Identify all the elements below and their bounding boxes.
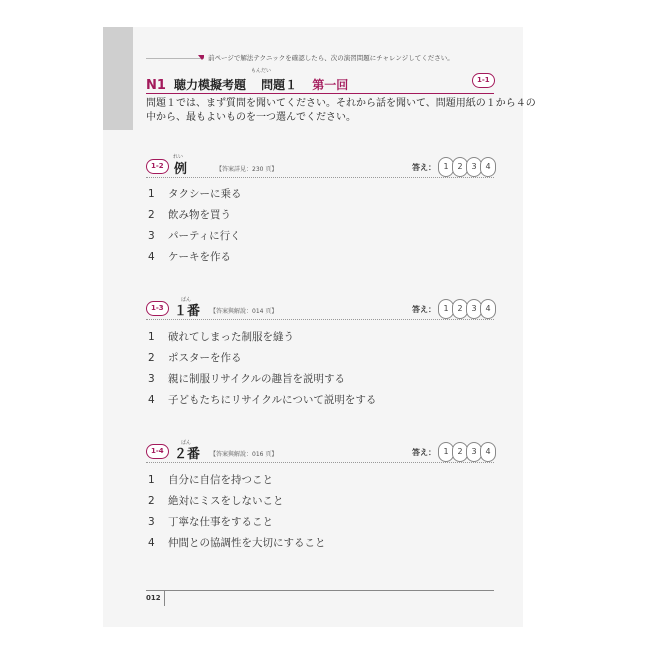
page-title — [146, 74, 494, 92]
audio-track-badge[interactable]: 1-2 — [146, 159, 169, 174]
answer-choice-2[interactable]: 2 — [452, 157, 468, 177]
answer-choice-1[interactable]: 1 — [438, 442, 454, 462]
option-number: 1 — [148, 188, 155, 200]
option-text: 絶対にミスをしないこと — [168, 495, 284, 507]
option-item — [148, 249, 231, 264]
question-label: １番 — [174, 304, 201, 319]
option-text: 仲間との協調性を大切にすること — [168, 537, 326, 549]
answer-label: 答え： — [412, 305, 436, 314]
answer-choice-1[interactable]: 1 — [438, 157, 454, 177]
title-underline — [146, 93, 494, 94]
option-number: 3 — [148, 516, 155, 528]
option-item — [148, 228, 241, 243]
label-furigana: ばん — [181, 440, 192, 446]
answer-label: 答え： — [412, 163, 436, 172]
answer-reference: 【答案詳見：230 頁】 — [216, 166, 278, 173]
option-number: 2 — [148, 495, 155, 507]
answer-choice-4[interactable]: 4 — [480, 442, 496, 462]
option-text: 親に制服リサイクルの趣旨を説明する — [168, 373, 346, 385]
option-number: 2 — [148, 209, 155, 221]
option-number: 1 — [148, 474, 155, 486]
question-label: ２番 — [174, 447, 201, 462]
answer-choice-3[interactable]: 3 — [466, 442, 482, 462]
level-label: N1 — [146, 78, 166, 93]
question-header — [146, 299, 494, 319]
question-label: 例 — [174, 162, 188, 177]
footer-divider — [164, 590, 165, 606]
option-text: 丁寧な仕事をすること — [168, 516, 273, 528]
option-text: 飲み物を買う — [168, 209, 231, 221]
option-number: 2 — [148, 352, 155, 364]
question-header — [146, 442, 494, 462]
option-number: 4 — [148, 537, 155, 549]
page-edge-tab — [103, 27, 133, 130]
answer-choice-4[interactable]: 4 — [480, 157, 496, 177]
answer-choice-1[interactable]: 1 — [438, 299, 454, 319]
session-label: 第一回 — [312, 78, 349, 92]
question-header — [146, 157, 494, 177]
answer-choice-3[interactable]: 3 — [466, 157, 482, 177]
option-item — [148, 350, 242, 365]
option-item — [148, 472, 273, 487]
option-text: 破れてしまった制服を縫う — [168, 331, 294, 343]
option-number: 3 — [148, 373, 155, 385]
option-number: 4 — [148, 251, 155, 263]
audio-track-badge[interactable]: 1-4 — [146, 444, 169, 459]
option-text: 自分に自信を持つこと — [168, 474, 273, 486]
option-number: 3 — [148, 230, 155, 242]
top-note: 前ページで解法テクニックを確認したら、次の演習問題にチャレンジしてください。 — [204, 53, 458, 62]
option-item — [148, 392, 376, 407]
answer-choice-3[interactable]: 3 — [466, 299, 482, 319]
footer-rule — [146, 590, 494, 591]
answer-choice-2[interactable]: 2 — [452, 299, 468, 319]
audio-track-badge[interactable]: 1-3 — [146, 301, 169, 316]
option-text: 子どもたちにリサイクルについて説明をする — [168, 394, 377, 406]
option-item — [148, 186, 242, 201]
option-item — [148, 329, 294, 344]
option-item — [148, 514, 273, 529]
question-rule — [146, 177, 494, 178]
instruction-line-2: 中から、最もよいものを一つ選んでください。 — [146, 112, 356, 123]
question-rule — [146, 462, 494, 463]
option-item — [148, 535, 326, 550]
option-number: 1 — [148, 331, 155, 343]
answer-reference: 【答案與解說：016 頁】 — [210, 451, 278, 458]
answer-reference: 【答案與解說：014 頁】 — [210, 308, 278, 315]
mondai-furigana: もんだい — [251, 68, 272, 74]
option-item — [148, 371, 345, 386]
label-furigana: ばん — [181, 297, 192, 303]
mondai-label: 問題１ — [261, 78, 298, 92]
option-text: パーティに行く — [168, 230, 241, 242]
answer-choice-2[interactable]: 2 — [452, 442, 468, 462]
label-furigana: れい — [173, 154, 184, 160]
instruction-line-1: 問題１では、まず質問を聞いてください。それから話を聞いて、問題用紙の１から４の — [146, 98, 536, 109]
option-item — [148, 493, 284, 508]
title-text: 聴力模擬考題 — [174, 78, 247, 92]
option-number: 4 — [148, 394, 155, 406]
audio-track-badge[interactable]: 1-1 — [472, 73, 495, 88]
answer-choice-4[interactable]: 4 — [480, 299, 496, 319]
option-text: ケーキを作る — [168, 251, 231, 263]
option-text: ポスターを作る — [168, 352, 242, 364]
option-text: タクシーに乗る — [168, 188, 242, 200]
option-item — [148, 207, 231, 222]
answer-label: 答え： — [412, 448, 436, 457]
page-number: 012 — [146, 594, 161, 602]
question-rule — [146, 319, 494, 320]
